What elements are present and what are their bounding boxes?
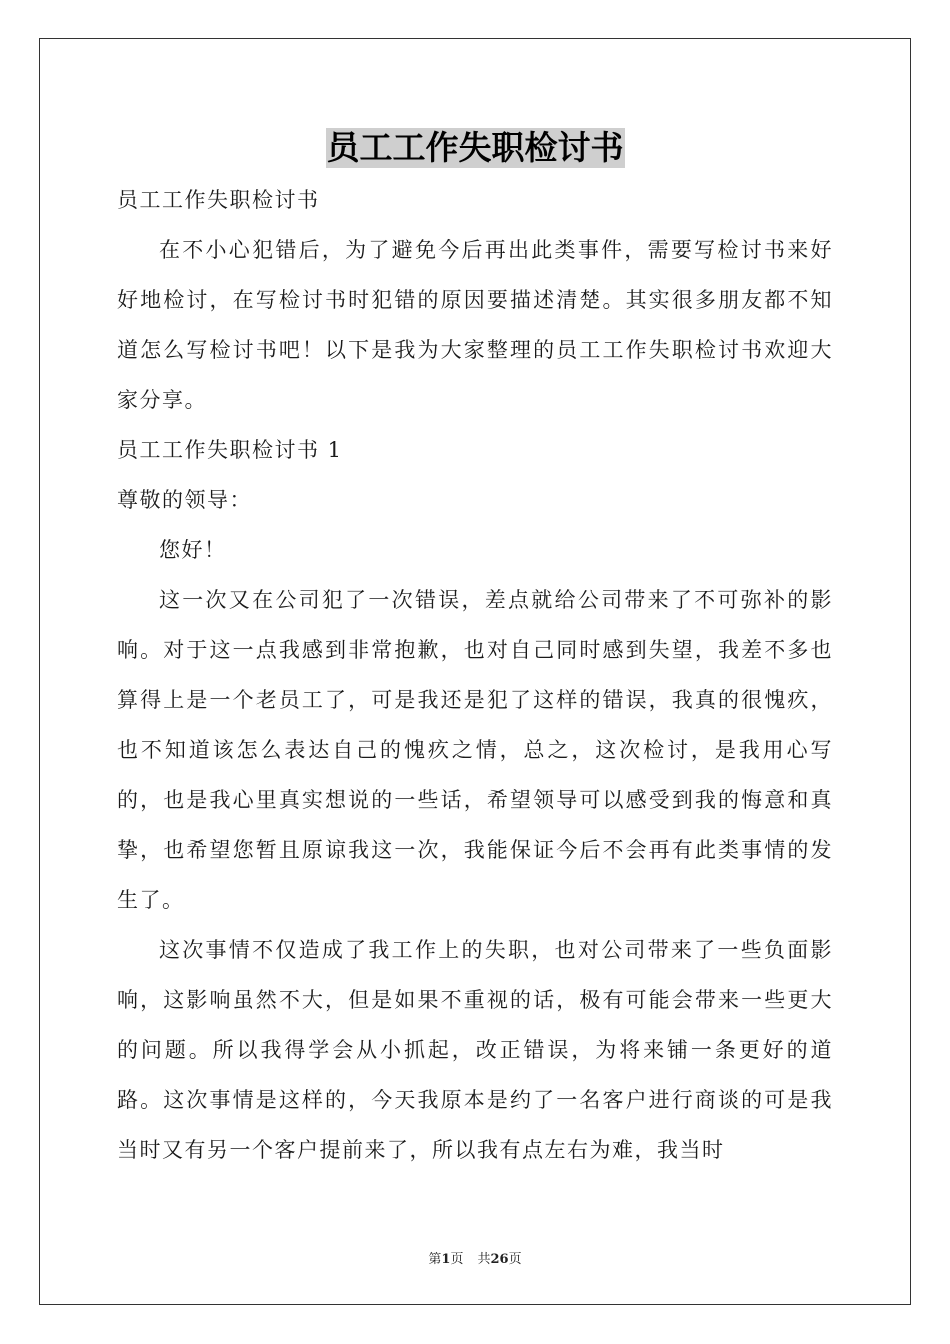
document-body	[117, 175, 833, 1175]
paragraph-body-2: 这次事情不仅造成了我工作上的失职，也对公司带来了一些负面影响，这影响虽然不大，但是如果不重视的话，极有可能会带来一些更大的问题。所以我得学会从小抓起，改正错误，为将来铺一条更好的道路。这次事情是这样的，今天我原本是约了一名客户进行商谈的可是我当时又有另一个客户提前来了，所以我有点左右为难，我当时	[117, 938, 833, 1162]
paragraph-subtitle: 员工工作失职检讨书	[117, 188, 320, 212]
page-footer	[0, 1248, 950, 1267]
page-number: 1	[441, 1252, 451, 1267]
total-prefix: 共	[477, 1252, 491, 1267]
document-title: 员工工作失职检讨书	[326, 128, 624, 167]
paragraph-body-1: 这一次又在公司犯了一次错误，差点就给公司带来了不可弥补的影响。对于这一点我感到非常抱歉，也对自己同时感到失望，我差不多也算得上是一个老员工了，可是我还是犯了这样的错误，我真的很愧疚，也不知道该怎么表达自己的愧疚之情，总之，这次检讨，是我用心写的，也是我心里真实想说的一些话，希望领导可以感受到我的悔意和真挚，也希望您暂且原谅我这一次，我能保证今后不会再有此类事情的发生了。	[117, 588, 833, 912]
page-prefix: 第	[428, 1252, 442, 1267]
paragraph-section-heading: 员工工作失职检讨书 1	[117, 438, 343, 462]
paragraph-intro: 在不小心犯错后，为了避免今后再出此类事件，需要写检讨书来好好地检讨，在写检讨书时犯错的原因要描述清楚。其实很多朋友都不知道怎么写检讨书吧！以下是我为大家整理的员工工作失职检讨书欢迎大家分享。	[117, 238, 833, 412]
paragraph-salutation: 尊敬的领导：	[117, 488, 252, 512]
total-pages: 26	[490, 1252, 509, 1267]
total-suffix: 页	[508, 1252, 522, 1267]
title-wrap	[0, 128, 950, 168]
paragraph-greeting: 您好！	[159, 538, 227, 562]
page-suffix: 页	[450, 1252, 464, 1267]
